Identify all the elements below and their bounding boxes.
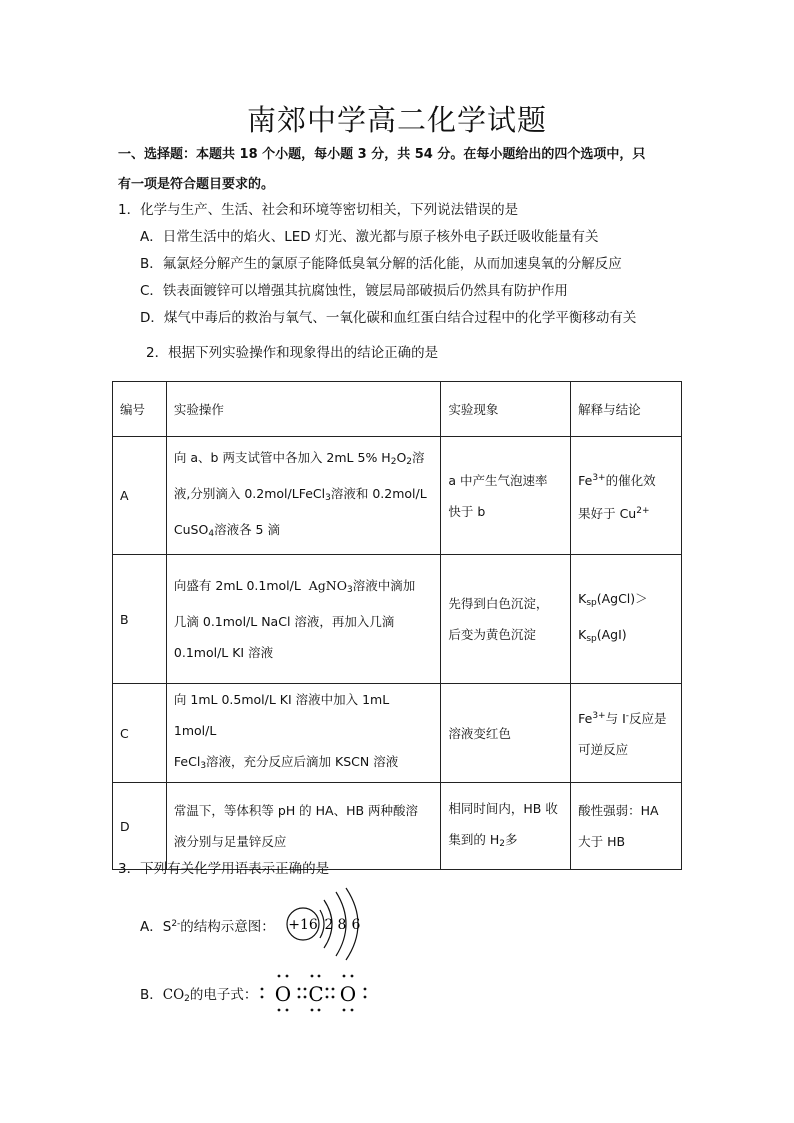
row-conclusion: $Fe^{3+}$的催化效 果好于 $Cu^{2+}$ [571, 437, 682, 555]
row-operation: 常温下，等体积等 pH 的 HA、HB 两种酸溶 液分别与足量锌反应 [166, 783, 441, 870]
header-number: 编号 [113, 382, 167, 437]
table-row [113, 555, 682, 684]
question-1-option-b: B．氟氯烃分解产生的氯原子能降低臭氧分解的活化能，从而加速臭氧的分解反应 [140, 256, 622, 272]
question-1-stem: 1．化学与生产、生活、社会和环境等密切相关，下列说法错误的是 [118, 202, 519, 218]
header-conclusion: 解释与结论 [571, 382, 682, 437]
table-row [113, 783, 682, 870]
question-2-stem: 2．根据下列实验操作和现象得出的结论正确的是 [146, 345, 439, 361]
header-phenomenon: 实验现象 [441, 382, 571, 437]
row-id: D [113, 783, 167, 870]
row-phenomenon: 溶液变红色 [441, 684, 571, 783]
lewis-atom-carbon: C [308, 982, 324, 1006]
table-row [113, 684, 682, 783]
section-instructions-line2: 有一项是符合题目要求的。 [118, 177, 275, 192]
shell-electron-count: 8 [337, 917, 347, 933]
page-title: 南郊中学高二化学试题 [246, 103, 547, 137]
row-id: B [113, 555, 167, 684]
row-operation: 向盛有 2mL 0.1mol/L AgNO3溶液中滴加 几滴 0.1mol/L NaCl 溶液，再加入几滴 0.1mol/L KI 溶液 [166, 555, 441, 684]
co2-lewis-structure [256, 970, 372, 1016]
row-id: A [113, 437, 167, 555]
nucleus-charge: +16 [288, 917, 318, 933]
experiment-table [112, 381, 682, 870]
lewis-atom-oxygen: O [274, 982, 292, 1006]
row-conclusion: $Fe^{3+}$与 I-反应是 可逆反应 [571, 684, 682, 783]
sulfide-ion-structure-diagram [284, 886, 374, 962]
question-1-option-c: C．铁表面镀锌可以增强其抗腐蚀性，镀层局部破损后仍然具有防护作用 [140, 283, 568, 299]
row-conclusion: 酸性强弱：HA 大于 HB [571, 783, 682, 870]
row-operation: 向 1mL 0.5mol/L KI 溶液中加入 1mL 1mol/L FeCl3溶液，充分反应后滴加 KSCN 溶液 [166, 684, 441, 783]
question-3-option-a: A．$S^{2-}$的结构示意图： [140, 919, 275, 935]
shell-electron-count: 6 [351, 917, 361, 933]
table-header-row [113, 382, 682, 437]
question-3-stem: 3．下列有关化学用语表示正确的是 [118, 861, 330, 877]
header-operation: 实验操作 [166, 382, 441, 437]
shell-electron-count: 2 [324, 917, 334, 933]
row-phenomenon: a 中产生气泡速率 快于 b [441, 437, 571, 555]
row-operation: 向 a、b 两支试管中各加入 2mL 5% H2O2溶 液,分别滴入 0.2mol/LFeCl3溶液和 0.2mol/L CuSO4溶液各 5 滴 [166, 437, 441, 555]
row-id: C [113, 684, 167, 783]
table-row [113, 437, 682, 555]
question-1-option-a: A．日常生活中的焰火、LED 灯光、激光都与原子核外电子跃迁吸收能量有关 [140, 229, 599, 245]
electron-shell-arc [320, 910, 324, 938]
row-conclusion: Ksp(AgCl)＞ Ksp(AgI) [571, 555, 682, 684]
row-phenomenon: 相同时间内，HB 收 集到的 H2多 [441, 783, 571, 870]
section-instructions-line1: 一、选择题：本题共 18 个小题，每小题 3 分，共 54 分。在每小题给出的四个选项中，只 [118, 147, 646, 162]
row-phenomenon: 先得到白色沉淀， 后变为黄色沉淀 [441, 555, 571, 684]
lewis-atom-oxygen: O [339, 982, 357, 1006]
question-1-option-d: D．煤气中毒后的救治与氧气、一氧化碳和血红蛋白结合过程中的化学平衡移动有关 [140, 310, 637, 326]
question-3-option-b: B．CO2的电子式： [140, 987, 258, 1004]
